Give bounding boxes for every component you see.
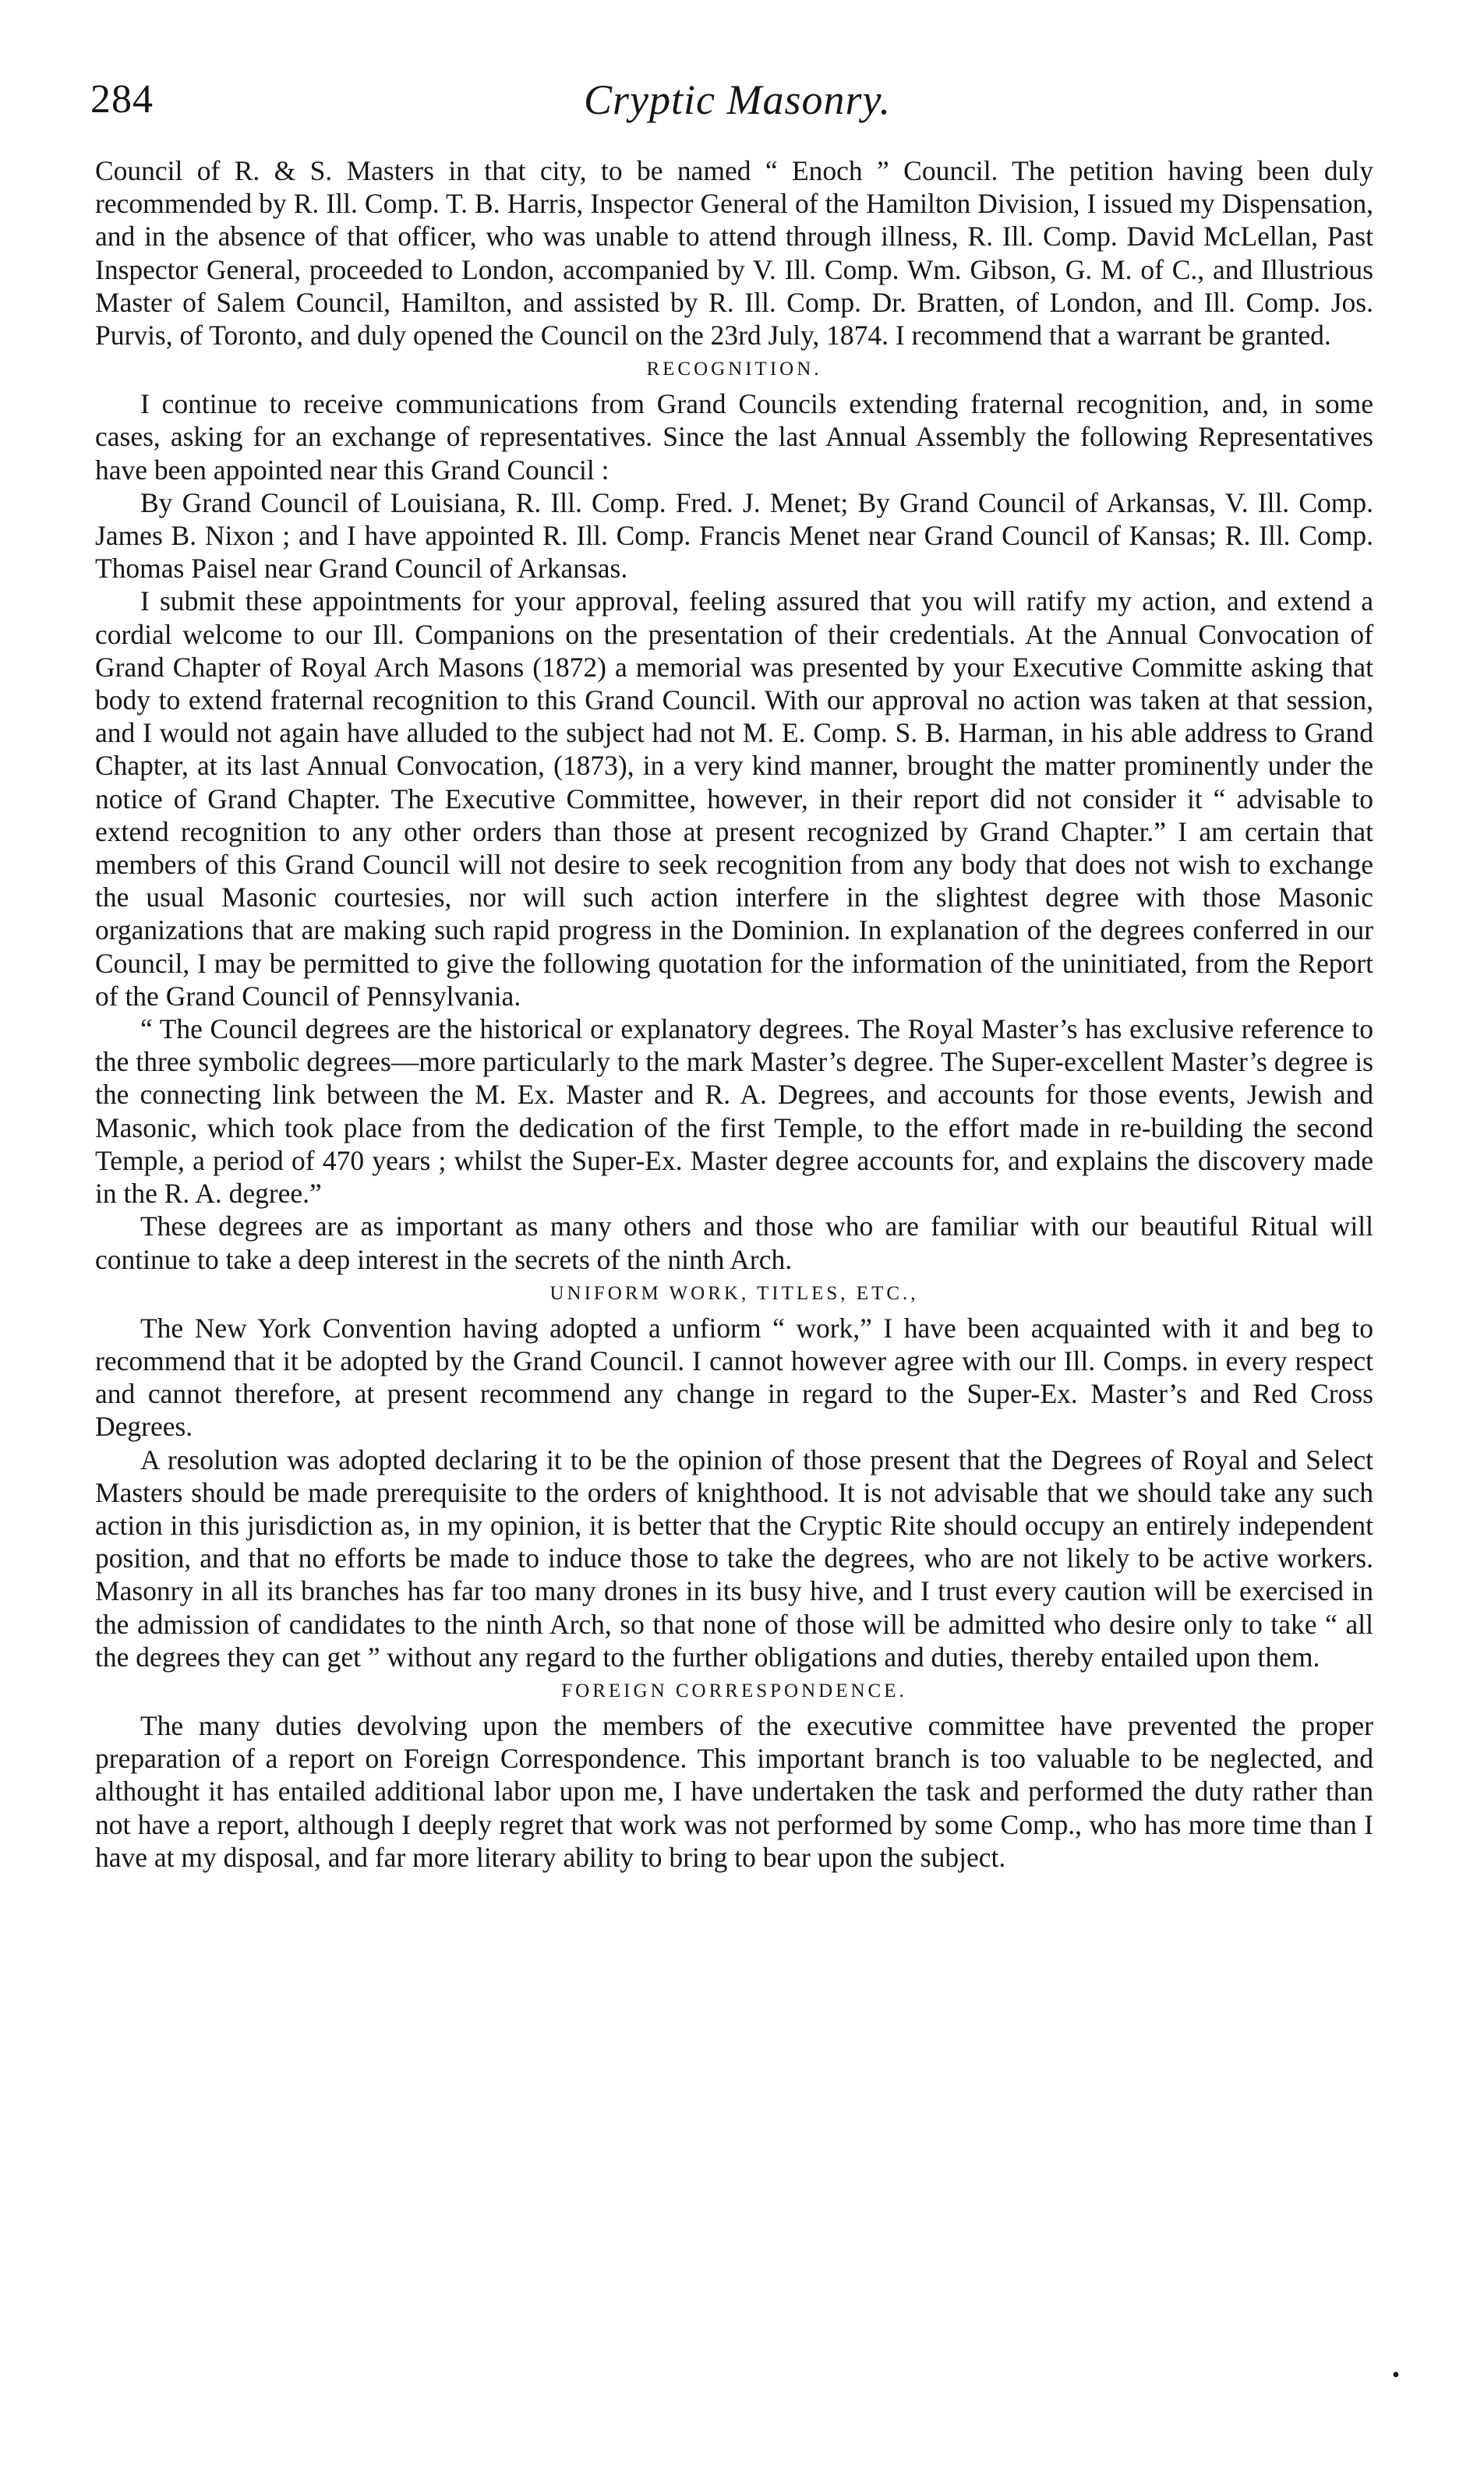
- section-heading-recognition: RECOGNITION.: [646, 359, 822, 380]
- paragraph-new-york-convention: The New York Convention having adopted a unfiorm “ work,” I have been acquainted with it and beg to recommend that it be adopted by the Grand Council. I cannot however agree with our Ill. Comps. in every respect and cannot therefore, at present recommend any change in regard to the Super-Ex. Master’s and Red Cross Degrees.: [95, 1312, 1373, 1443]
- paragraph-council-degrees-quote: “ The Council degrees are the historical or explanatory degrees. The Royal Master’s has exclusive reference to the three symbolic degrees—more particularly to the mark Master’s degree. The Super-excellent Master’s degree is the connecting link between the M. Ex. Master and R. A. Degrees, and accounts for those events, Jewish and Masonic, which took place from the dedication of the first Temple, to the effort made in re-building the second Temple, a period of 470 years ; whilst the Super-Ex. Master degree accounts for, and explains the discovery made in the R. A. degree.”: [95, 1013, 1373, 1210]
- section-heading-foreign-correspondence: FOREIGN CORRESPONDENCE.: [561, 1680, 907, 1701]
- page-body: [95, 154, 1373, 1874]
- paragraph-enoch-council: Council of R. & S. Masters in that city, to be named “ Enoch ” Council. The petition having been duly recommended by R. Ill. Comp. T. B. Harris, Inspector General of the Hamilton Division, I issued my Dispensation, and in the absence of that officer, who was unable to attend through illness, R. Ill. Comp. David McLellan, Past Inspector General, proceeded to London, accompanied by V. Ill. Comp. Wm. Gibson, G. M. of C., and Illustrious Master of Salem Council, Hamilton, and assisted by R. Ill. Comp. Dr. Bratten, of London, and Ill. Comp. Jos. Purvis, of Toronto, and duly opened the Council on the 23rd July, 1874. I recommend that a warrant be granted.: [95, 155, 1373, 352]
- paragraph-recognition-intro: I continue to receive communications from Grand Councils extending fraternal recognition, and, in some cases, asking for an exchange of representatives. Since the last Annual Assembly the following Representatives have been appointed near this Grand Council :: [95, 388, 1373, 486]
- section-heading-uniform-work: UNIFORM WORK, TITLES, ETC.,: [549, 1282, 919, 1304]
- paragraph-resolution: A resolution was adopted declaring it to be the opinion of those present that the Degrees of Royal and Select Masters should be made prerequisite to the orders of knighthood. It is not advisable that we should take any such action in this jurisdiction as, in my opinion, it is better that the Cryptic Rite should occupy an entirely independent position, and that no efforts be made to induce those to take the degrees, who are not likely to be active workers. Masonry in all its branches has far too many drones in its busy hive, and I trust every caution will be exercised in the admission of candidates to the ninth Arch, so that none of those will be admitted who desire only to take “ all the degrees they can get ” without any regard to the further obligations and duties, thereby entailed upon them.: [95, 1443, 1373, 1673]
- paragraph-foreign-correspondence: The many duties devolving upon the members of the executive committee have prevented the proper preparation of a report on Foreign Correspondence. This important branch is too valuable to be neglected, and althought it has entailed additional labor upon me, I have undertaken the task and performed the duty rather than not have a report, although I deeply regret that work was not performed by some Comp., who has more time than I have at my disposal, and far more literary ability to bring to bear upon the subject.: [95, 1709, 1373, 1873]
- margin-dot-mark: •: [1392, 2363, 1400, 2387]
- paragraph-ninth-arch: These degrees are as important as many others and those who are familiar with our beautiful Ritual will continue to take a deep interest in the secrets of the ninth Arch.: [95, 1210, 1373, 1275]
- paragraph-representatives: By Grand Council of Louisiana, R. Ill. Comp. Fred. J. Menet; By Grand Council of Arkansas, V. Ill. Comp. James B. Nixon ; and I have appointed R. Ill. Comp. Francis Menet near Grand Council of Kansas; R. Ill. Comp. Thomas Paisel near Grand Council of Arkansas.: [95, 486, 1373, 585]
- running-title: Cryptic Masonry.: [584, 76, 891, 123]
- paragraph-appointments-approval: I submit these appointments for your approval, feeling assured that you will ratify my action, and extend a cordial welcome to our Ill. Companions on the presentation of their credentials. At the Annual Convocation of Grand Chapter of Royal Arch Masons (1872) a memorial was presented by your Executive Committe asking that body to extend fraternal recognition to this Grand Council. With our approval no action was taken at that session, and I would not again have alluded to the subject had not M. E. Comp. S. B. Harman, in his able address to Grand Chapter, at its last Annual Convocation, (1873), in a very kind manner, brought the matter prominently under the notice of Grand Chapter. The Executive Committee, however, in their report did not consider it “ advisable to extend recognition to any other orders than those at present recognized by Grand Chapter.” I am certain that members of this Grand Council will not desire to seek recognition from any body that does not wish to exchange the usual Masonic courtesies, nor will such action interfere in the slightest degree with those Masonic organizations that are making such rapid progress in the Dominion. In explanation of the degrees conferred in our Council, I may be permitted to give the following quotation for the information of the uninitiated, from the Report of the Grand Council of Pennsylvania.: [95, 585, 1373, 1012]
- page-number: 284: [90, 77, 154, 122]
- running-head: [90, 76, 1384, 139]
